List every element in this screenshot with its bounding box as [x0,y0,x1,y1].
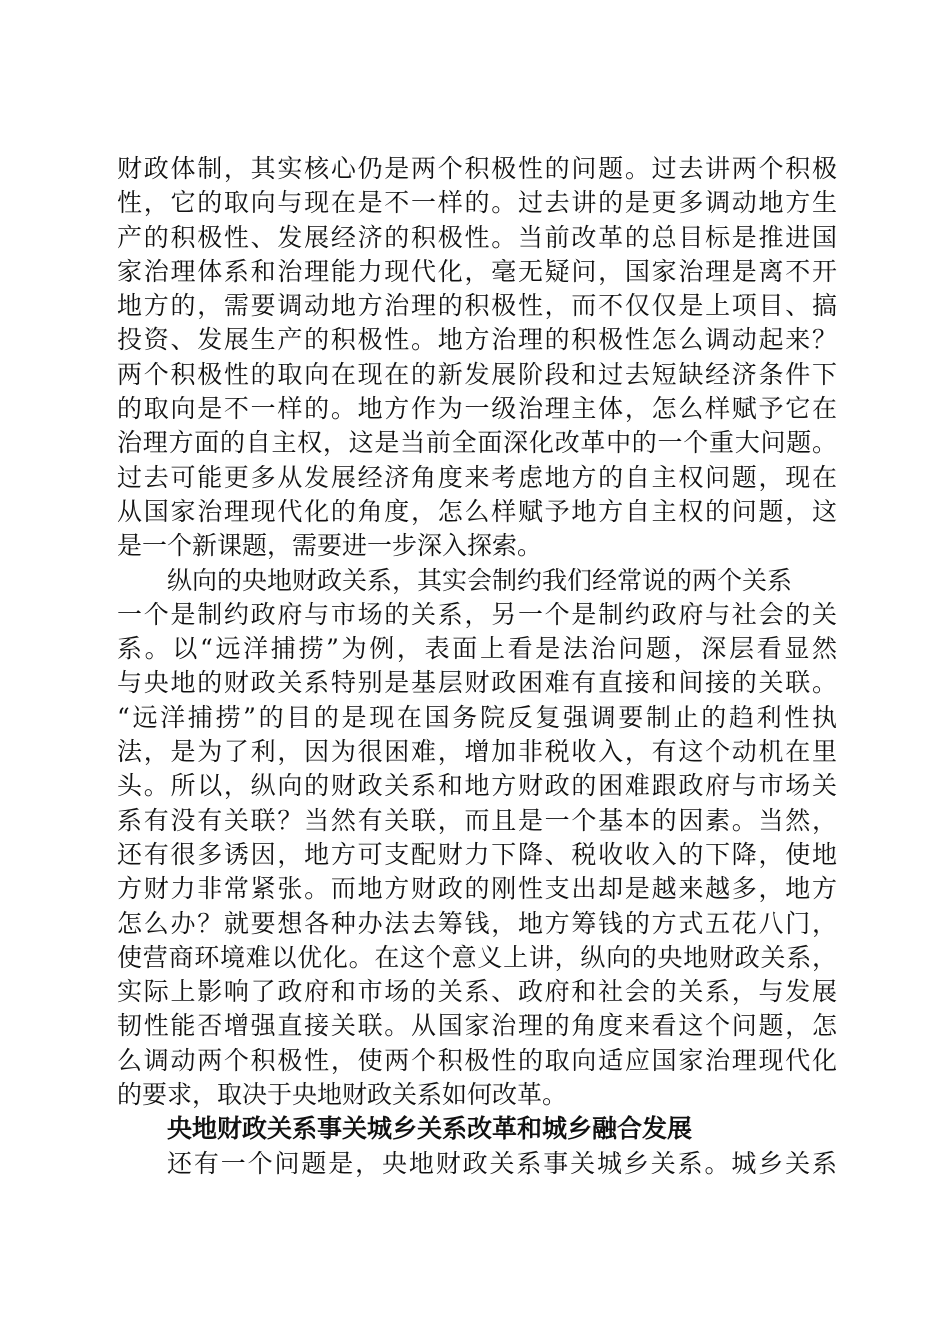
text-line: 地方的，需要调动地方治理的积极性，而不仅仅是上项目、搞 [117,291,837,321]
text-line: “远洋捕捞”的目的是现在国务院反复强调要制止的趋利性执 [117,702,837,732]
text-line: 头。所以，纵向的财政关系和地方财政的困难跟政府与市场关 [117,771,837,801]
text-line: 实际上影响了政府和市场的关系、政府和社会的关系，与发展 [117,977,837,1007]
text-line: 的取向是不一样的。地方作为一级治理主体，怎么样赋予它在 [117,394,837,424]
paragraph-1 [117,152,837,564]
text-line: 方财力非常紧张。而地方财政的刚性支出却是越来越多，地方 [117,874,837,904]
text-line: 一个是制约政府与市场的关系，另一个是制约政府与社会的关 [117,599,837,629]
text-line: 产的积极性、发展经济的积极性。当前改革的总目标是推进国 [117,222,837,252]
text-line: 法，是为了利，因为很困难，增加非税收入，有这个动机在里 [117,737,837,767]
document-body [117,152,837,1181]
text-line: 的要求，取决于央地财政关系如何改革。 [117,1080,568,1110]
text-line: 两个积极性的取向在现在的新发展阶段和过去短缺经济条件下 [117,359,837,389]
text-line: 是一个新课题，需要进一步深入探索。 [117,531,543,561]
paragraph-2 [117,564,837,1113]
text-line: 系有没有关联？当然有关联，而且是一个基本的因素。当然， [117,805,837,835]
text-line: 从国家治理现代化的角度，怎么样赋予地方自主权的问题，这 [117,496,837,526]
text-line: 还有很多诱因，地方可支配财力下降、税收收入的下降，使地 [117,839,837,869]
text-line: 与央地的财政关系特别是基层财政困难有直接和间接的关联。 [117,668,837,698]
text-line: 投资、发展生产的积极性。地方治理的积极性怎么调动起来？ [117,325,837,355]
paragraph-3 [117,1147,837,1181]
text-line: 治理方面的自主权，这是当前全面深化改革中的一个重大问题。 [117,428,837,458]
section-heading: 央地财政关系事关城乡关系改革和城乡融合发展 [167,1114,693,1144]
text-line: 使营商环境难以优化。在这个意义上讲，纵向的央地财政关系， [117,942,837,972]
text-line: 过去可能更多从发展经济角度来考虑地方的自主权问题，现在 [117,462,837,492]
text-line: 财政体制，其实核心仍是两个积极性的问题。过去讲两个积极 [117,154,837,183]
text-line: 纵向的央地财政关系，其实会制约我们经常说的两个关系 [167,565,793,595]
text-line: 系。以“远洋捕捞”为例，表面上看是法治问题，深层看显然 [117,634,837,664]
text-line: 性，它的取向与现在是不一样的。过去讲的是更多调动地方生 [117,188,837,218]
text-line: 家治理体系和治理能力现代化，毫无疑问，国家治理是离不开 [117,256,837,286]
text-line: 韧性能否增强直接关联。从国家治理的角度来看这个问题，怎 [117,1011,837,1041]
text-line: 么调动两个积极性，使两个积极性的取向适应国家治理现代化 [117,1045,837,1075]
text-line: 还有一个问题是，央地财政关系事关城乡关系。城乡关系 [167,1148,837,1178]
text-line: 怎么办？就要想各种办法去筹钱，地方筹钱的方式五花八门， [117,908,837,938]
